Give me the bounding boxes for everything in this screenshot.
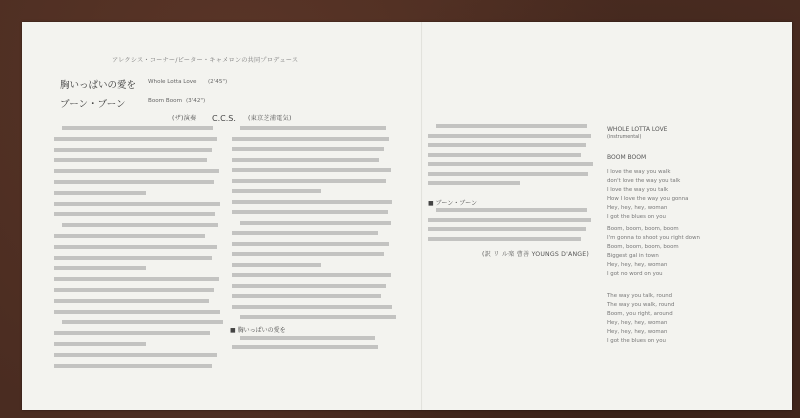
body-text-line [232, 263, 321, 267]
lyric-line: How I love the way you gonna [607, 196, 689, 202]
body-text-line [232, 210, 388, 214]
body-text-line [54, 245, 217, 249]
body-text-line [436, 208, 587, 212]
body-text-line [54, 158, 207, 162]
body-text-line [232, 137, 389, 141]
body-text-line [54, 277, 219, 281]
body-text-line [54, 353, 217, 357]
body-text-line [232, 345, 378, 349]
lyric-line: Boom, you right, around [607, 311, 673, 317]
body-text-line [54, 137, 217, 141]
body-text-line [62, 320, 223, 324]
right-body-column-1 [428, 124, 598, 194]
body-text-line [240, 221, 391, 225]
body-text-line [232, 305, 392, 309]
song1-time: (2'45") [208, 79, 228, 85]
body-text-line [62, 126, 213, 130]
lyric-line: Hey, hey, hey, woman [607, 205, 668, 211]
body-text-line [428, 237, 581, 241]
song1-en-title: Whole Lotta Love [148, 79, 197, 85]
body-text-line [54, 299, 209, 303]
body-text-line [232, 284, 386, 288]
song1-title: 胸いっぱいの愛を [60, 80, 137, 91]
lyric-line: Hey, hey, hey, woman [607, 320, 668, 326]
body-text-line [54, 331, 210, 335]
body-text-line [232, 273, 391, 277]
body-text-line [232, 179, 386, 183]
lyric-line: I got no word on you [607, 271, 663, 277]
body-text-line [54, 256, 212, 260]
left-body-column-1 [54, 126, 224, 376]
credits-header: アレクシス・コーナー/ピーター・キャメロンの共同プロデュース [112, 57, 299, 64]
body-text-line [54, 212, 215, 216]
lyric-line: I got the blues on you [607, 214, 666, 220]
body-text-line [240, 126, 386, 130]
lyric-line: I got the blues on you [607, 338, 666, 344]
lyric-line: Hey, hey, hey, woman [607, 329, 668, 335]
section-heading-left: ■ 胸いっぱいの愛を [230, 327, 286, 334]
section-heading-right: ■ ブーン・ブーン [428, 200, 477, 207]
lyrics-title-1: WHOLE LOTTA LOVE [607, 126, 668, 133]
body-text-line [54, 288, 214, 292]
body-text-line [232, 242, 389, 246]
song2-title: ブーン・ブーン [60, 99, 126, 110]
body-text-line [54, 180, 214, 184]
body-text-line [232, 168, 391, 172]
body-text-line [428, 134, 591, 138]
body-text-line [232, 200, 392, 204]
body-text-line [232, 231, 378, 235]
lyric-line: The way you talk, round [607, 293, 673, 299]
right-body-column-2 [428, 208, 598, 253]
body-text-line [436, 124, 587, 128]
lyric-line: Boom, boom, boom, boom [607, 226, 679, 232]
body-text-line [54, 234, 205, 238]
body-text-line [428, 153, 581, 157]
translation-credit: (訳 リ ル楽 曹善 YOUNGS D'ANGE) [482, 251, 590, 258]
body-text-line [54, 364, 212, 368]
body-text-line [54, 148, 212, 152]
lyric-line: I love the way you walk [607, 169, 671, 175]
song2-en-title: Boom Boom [148, 98, 183, 104]
body-text-line [54, 191, 146, 195]
lyric-line: Hey, hey, hey, woman [607, 262, 668, 268]
body-text-line [428, 143, 586, 147]
body-text-line [428, 218, 591, 222]
lyric-line: I'm gonna to shoot you right down [607, 235, 700, 241]
body-text-line [54, 169, 219, 173]
group-name: C.C.S. [212, 114, 236, 123]
body-text-line [232, 252, 384, 256]
group-note: (東京芝浦電気) [248, 115, 292, 122]
body-text-line [62, 223, 218, 227]
left-body-column-2 [232, 126, 397, 326]
body-text-line [54, 342, 146, 346]
body-text-line [54, 266, 146, 270]
center-fold [421, 22, 423, 410]
body-text-line [240, 315, 396, 319]
body-text-line [428, 172, 588, 176]
body-text-line [54, 310, 220, 314]
lyrics-title-2: BOOM BOOM [607, 154, 647, 161]
song2-time: (3'42") [186, 98, 206, 104]
body-text-line [232, 158, 379, 162]
body-text-line [428, 162, 593, 166]
left-body-column-3 [232, 336, 392, 356]
liner-notes-sheet [22, 22, 792, 410]
lyric-line: I love the way you talk [607, 187, 669, 193]
lyrics-subtitle-1: (instrumental) [607, 135, 642, 140]
group-label: (ザ)演奏 [172, 115, 197, 122]
body-text-line [232, 147, 384, 151]
lyric-line: don't love the way you talk [607, 178, 681, 184]
body-text-line [428, 181, 520, 185]
lyric-line: Boom, boom, boom, boom [607, 244, 679, 250]
body-text-line [232, 189, 321, 193]
lyric-line: The way you walk, round [607, 302, 675, 308]
lyric-line: Biggest gal in town [607, 253, 659, 259]
body-text-line [232, 294, 381, 298]
body-text-line [428, 227, 586, 231]
body-text-line [240, 336, 375, 340]
body-text-line [54, 202, 220, 206]
